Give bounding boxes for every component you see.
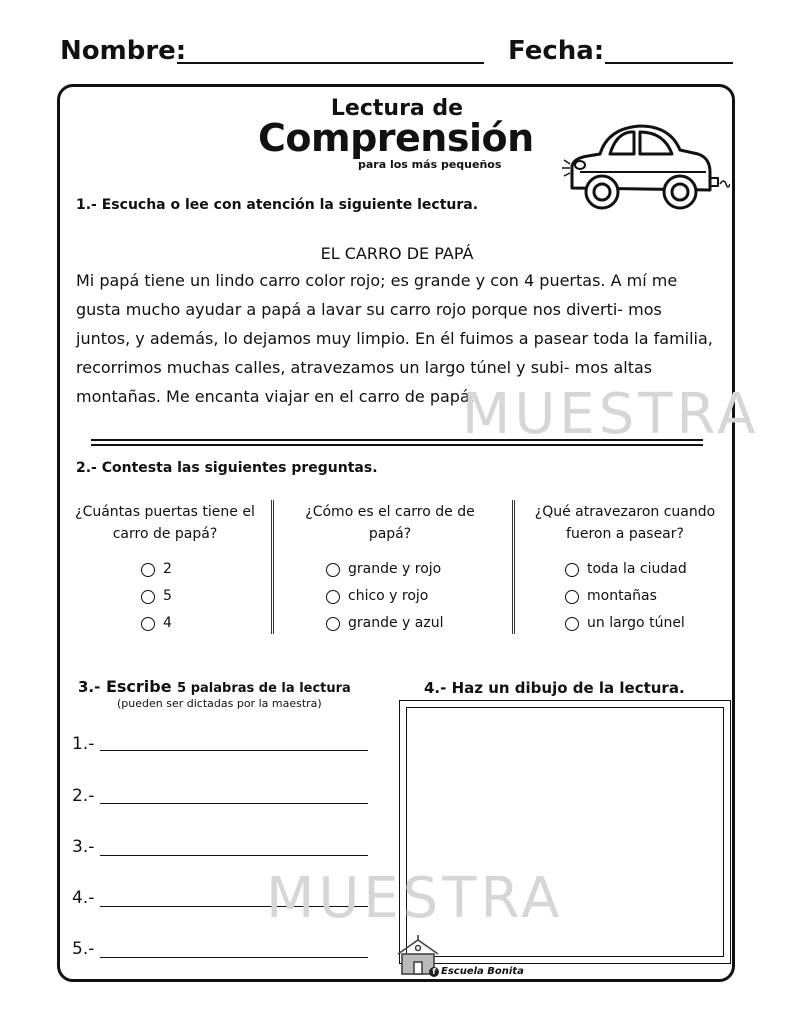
facebook-icon: f bbox=[429, 967, 439, 977]
title-line1: Lectura de bbox=[330, 96, 464, 121]
option[interactable]: 5 bbox=[141, 583, 172, 610]
word-line-5[interactable] bbox=[100, 957, 368, 958]
radio-circle-icon[interactable] bbox=[141, 617, 155, 631]
word-line-label: 3.- bbox=[72, 837, 95, 857]
question-3: ¿Qué atravezaron cuando fueron a pasear? bbox=[534, 504, 716, 542]
radio-circle-icon[interactable] bbox=[565, 590, 579, 604]
word-line-label: 5.- bbox=[72, 939, 95, 959]
logo-text: Escuela Bonita bbox=[441, 966, 524, 977]
radio-circle-icon[interactable] bbox=[141, 590, 155, 604]
radio-circle-icon[interactable] bbox=[326, 617, 340, 631]
story-text: Mi papá tiene un lindo carro color rojo; es grande y con 4 puertas. A mí me gusta mucho ayudar a papá a lavar su carro rojo porque nos diverti- mos juntos, y además, lo dejamos muy limpio. En él fuimos a pasear toda la familia, recorrimos muchas calles, atravezamos un largo túnel y subi- mos altas montañas. Me encanta viajar en el carro de papá. bbox=[76, 271, 713, 406]
name-label: Nombre: bbox=[60, 36, 187, 66]
name-field[interactable] bbox=[177, 62, 484, 64]
radio-circle-icon[interactable] bbox=[326, 590, 340, 604]
word-line-1[interactable] bbox=[100, 750, 368, 751]
option[interactable]: grande y rojo bbox=[326, 556, 443, 583]
date-label: Fecha: bbox=[508, 36, 605, 66]
option[interactable]: un largo túnel bbox=[565, 610, 687, 637]
section1-heading: 1.- Escucha o lee con atención la siguiente lectura. bbox=[76, 197, 479, 213]
watermark-top: MUESTRA bbox=[462, 382, 760, 447]
question-2: ¿Cómo es el carro de de papá? bbox=[305, 504, 475, 542]
section4-heading: 4.- Haz un dibujo de la lectura. bbox=[424, 679, 685, 697]
radio-circle-icon[interactable] bbox=[326, 563, 340, 577]
word-line-label: 1.- bbox=[72, 734, 95, 754]
option[interactable]: 4 bbox=[141, 610, 172, 637]
title-subtitle: para los más pequeños bbox=[358, 158, 502, 171]
option[interactable]: 2 bbox=[141, 556, 172, 583]
separator-bottom bbox=[91, 444, 703, 446]
option[interactable]: toda la ciudad bbox=[565, 556, 687, 583]
title-main: Comprensión bbox=[258, 116, 534, 160]
question-1-options bbox=[141, 556, 172, 637]
date-field[interactable] bbox=[605, 62, 733, 64]
section2-heading: 2.- Contesta las siguientes preguntas. bbox=[76, 460, 378, 476]
word-line-2[interactable] bbox=[100, 803, 368, 804]
radio-circle-icon[interactable] bbox=[565, 617, 579, 631]
word-line-label: 4.- bbox=[72, 888, 95, 908]
section3-heading: 3.- Escribe 5 palabras de la lectura bbox=[78, 677, 351, 696]
separator-top bbox=[91, 439, 703, 441]
story-title: EL CARRO DE PAPÁ bbox=[320, 244, 474, 263]
car-icon bbox=[560, 120, 730, 216]
word-line-3[interactable] bbox=[100, 855, 368, 856]
question-3-options bbox=[565, 556, 687, 637]
question-1: ¿Cuántas puertas tiene el carro de papá? bbox=[75, 504, 255, 542]
radio-circle-icon[interactable] bbox=[141, 563, 155, 577]
option[interactable]: grande y azul bbox=[326, 610, 443, 637]
radio-circle-icon[interactable] bbox=[565, 563, 579, 577]
option[interactable]: montañas bbox=[565, 583, 687, 610]
question-2-options bbox=[326, 556, 443, 637]
word-line-label: 2.- bbox=[72, 786, 95, 806]
watermark-bottom: MUESTRA bbox=[266, 866, 564, 931]
column-divider-2 bbox=[512, 500, 515, 634]
column-divider-1 bbox=[271, 500, 274, 634]
option[interactable]: chico y rojo bbox=[326, 583, 443, 610]
section3-note: (pueden ser dictadas por la maestra) bbox=[117, 697, 322, 710]
